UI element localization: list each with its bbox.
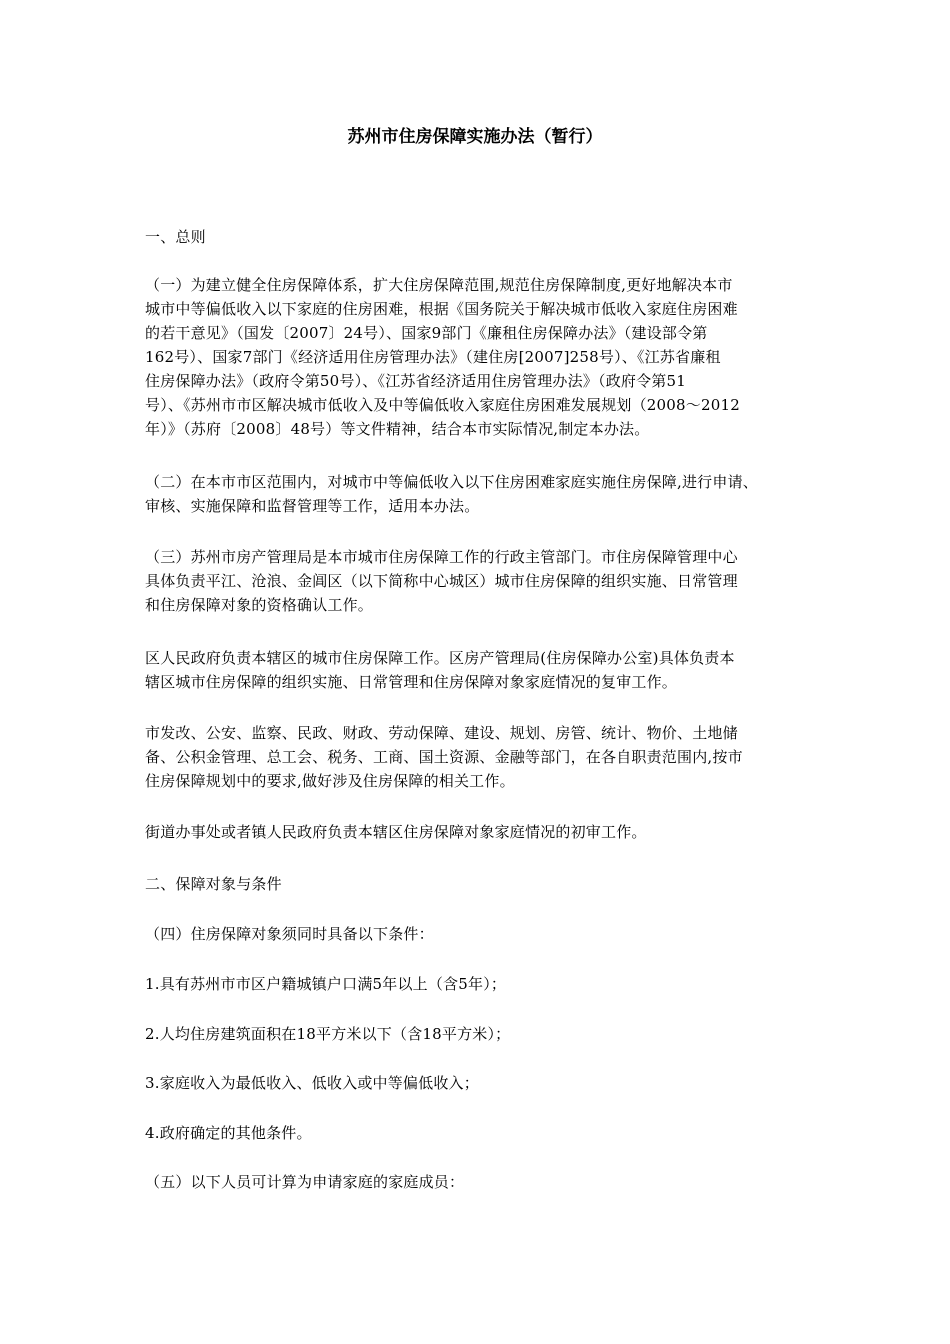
text-line: 住房保障办法》（政府令第50号）、《江苏省经济适用住房管理办法》（政府令第51 xyxy=(145,372,686,390)
text-line: 区人民政府负责本辖区的城市住房保障工作。区房产管理局(住房保障办公室)具体负责本 xyxy=(145,649,735,667)
heading-general xyxy=(145,225,825,249)
text-line: 街道办事处或者镇人民政府负责本辖区住房保障对象家庭情况的初审工作。 xyxy=(145,823,647,841)
text-line: 市发改、公安、监察、民政、财政、劳动保障、建设、规划、房管、统计、物价、土地储 xyxy=(145,724,738,742)
text-line: （五）以下人员可计算为申请家庭的家庭成员： xyxy=(145,1173,465,1191)
text-line: 年）》（苏府〔2008〕48号）等文件精神，结合本市实际情况,制定本办法。 xyxy=(145,420,650,438)
text-line: 备、公积金管理、总工会、税务、工商、国土资源、金融等部门，在各自职责范围内,按市 xyxy=(145,748,743,766)
paragraph-article-5 xyxy=(145,1170,825,1194)
paragraph-article-1 xyxy=(145,273,825,441)
text-line: （三）苏州市房产管理局是本市城市住房保障工作的行政主管部门。市住房保障管理中心 xyxy=(145,548,738,566)
text-line: 审核、实施保障和监督管理等工作，适用本办法。 xyxy=(145,497,480,515)
text-line: 4.政府确定的其他条件。 xyxy=(145,1124,312,1142)
text-line: 和住房保障对象的资格确认工作。 xyxy=(145,596,374,614)
list-item-condition-2 xyxy=(145,1022,825,1046)
paragraph-department-duties xyxy=(145,721,825,793)
text-line: （一）为建立健全住房保障体系，扩大住房保障范围,规范住房保障制度,更好地解决本市 xyxy=(145,276,733,294)
text-line: 的若干意见》（国发〔2007〕24号）、国家9部门《廉租住房保障办法》（建设部令第 xyxy=(145,324,708,342)
text-line: 一、总则 xyxy=(145,228,206,246)
text-line: 具体负责平江、沧浪、金阊区（以下简称中心城区）城市住房保障的组织实施、日常管理 xyxy=(145,572,738,590)
text-line: 1.具有苏州市市区户籍城镇户口满5年以上（含5年）； xyxy=(145,975,507,993)
list-item-condition-3 xyxy=(145,1071,825,1095)
text-line: 2.人均住房建筑面积在18平方米以下（含18平方米）； xyxy=(145,1025,511,1043)
text-line: 162号）、国家7部门《经济适用住房管理办法》（建住房[2007]258号）、《江苏省廉租 xyxy=(145,348,721,366)
paragraph-article-2 xyxy=(145,470,825,518)
text-line: 号）、《苏州市市区解决城市低收入及中等偏低收入家庭住房困难发展规划（2008～2012 xyxy=(145,396,740,414)
text-line: 3.家庭收入为最低收入、低收入或中等偏低收入； xyxy=(145,1074,479,1092)
heading-eligibility xyxy=(145,872,825,896)
text-line: （二）在本市市区范围内，对城市中等偏低收入以下住房困难家庭实施住房保障,进行申请、 xyxy=(145,473,758,491)
text-line: 城市中等偏低收入以下家庭的住房困难，根据《国务院关于解决城市低收入家庭住房困难 xyxy=(145,300,738,318)
document-title: 苏州市住房保障实施办法（暂行） xyxy=(347,127,603,147)
text-line: 二、保障对象与条件 xyxy=(145,875,282,893)
text-line: （四）住房保障对象须同时具备以下条件： xyxy=(145,925,434,943)
text-line: 住房保障规划中的要求,做好涉及住房保障的相关工作。 xyxy=(145,772,515,790)
list-item-condition-1 xyxy=(145,972,825,996)
paragraph-street-office-duties xyxy=(145,820,825,844)
list-item-condition-4 xyxy=(145,1121,825,1145)
paragraph-article-3 xyxy=(145,545,825,617)
paragraph-district-duties xyxy=(145,646,825,694)
paragraph-article-4 xyxy=(145,922,825,946)
text-line: 辖区城市住房保障的组织实施、日常管理和住房保障对象家庭情况的复审工作。 xyxy=(145,673,678,691)
